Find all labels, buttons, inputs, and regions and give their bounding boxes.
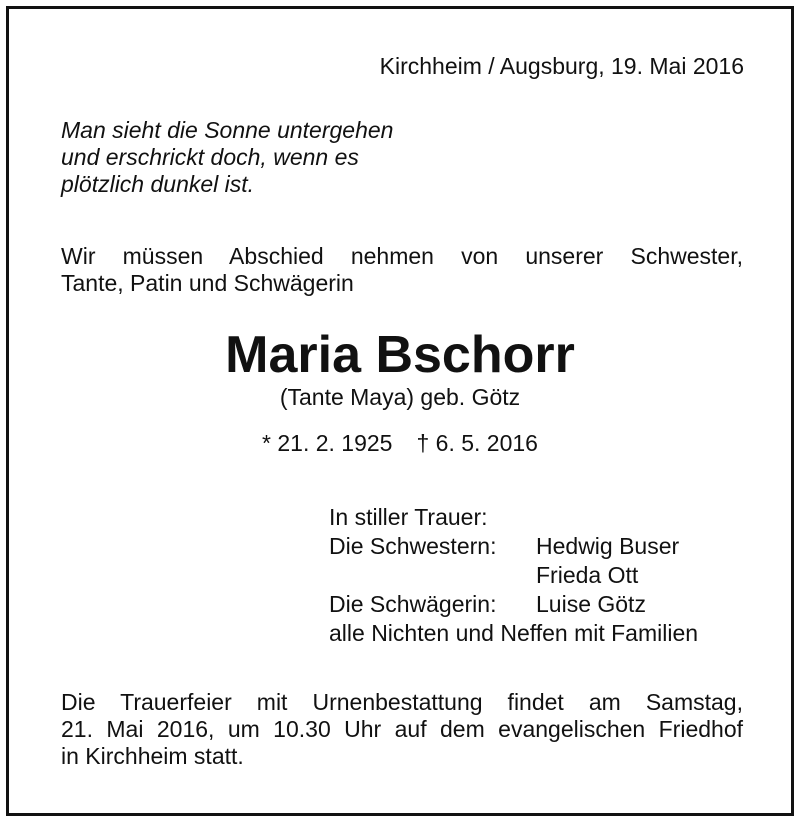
farewell-intro (61, 243, 743, 297)
intro-line-1: Wir müssen Abschied nehmen von unserer Schwester, (61, 243, 743, 269)
life-dates (9, 430, 791, 457)
death-date: † 6. 5. 2016 (416, 430, 538, 456)
quote-line-1: Man sieht die Sonne untergehen (61, 117, 394, 143)
quote-line-3: plötzlich dunkel ist. (61, 171, 255, 197)
sister-in-law-label: Die Schwägerin: (329, 591, 497, 617)
obituary-notice (6, 6, 794, 816)
quote-line-2: und erschrickt doch, wenn es (61, 144, 359, 170)
sisters-label: Die Schwestern: (329, 533, 497, 559)
sister-in-law: Luise Götz (536, 591, 646, 617)
other-mourners: alle Nichten und Neffen mit Familien (329, 620, 699, 646)
birth-date: * 21. 2. 1925 (262, 430, 393, 456)
sister-1: Hedwig Buser (536, 533, 680, 559)
sister-2: Frieda Ott (536, 562, 639, 588)
service-line-2: 21. Mai 2016, um 10.30 Uhr auf dem evangelischen Friedhof (61, 716, 743, 742)
birth-name: (Tante Maya) geb. Götz (279, 384, 521, 410)
intro-line-2: Tante, Patin und Schwägerin (61, 270, 354, 296)
memorial-quote (61, 117, 393, 198)
funeral-service-info (61, 689, 743, 770)
mourners-heading: In stiller Trauer: (329, 504, 488, 530)
service-line-3: in Kirchheim statt. (61, 743, 244, 769)
service-line-1: Die Trauerfeier mit Urnenbestattung findet am Samstag, (61, 689, 743, 715)
deceased-name: Maria Bschorr (225, 326, 575, 384)
place-and-date: Kirchheim / Augsburg, 19. Mai 2016 (379, 53, 744, 79)
